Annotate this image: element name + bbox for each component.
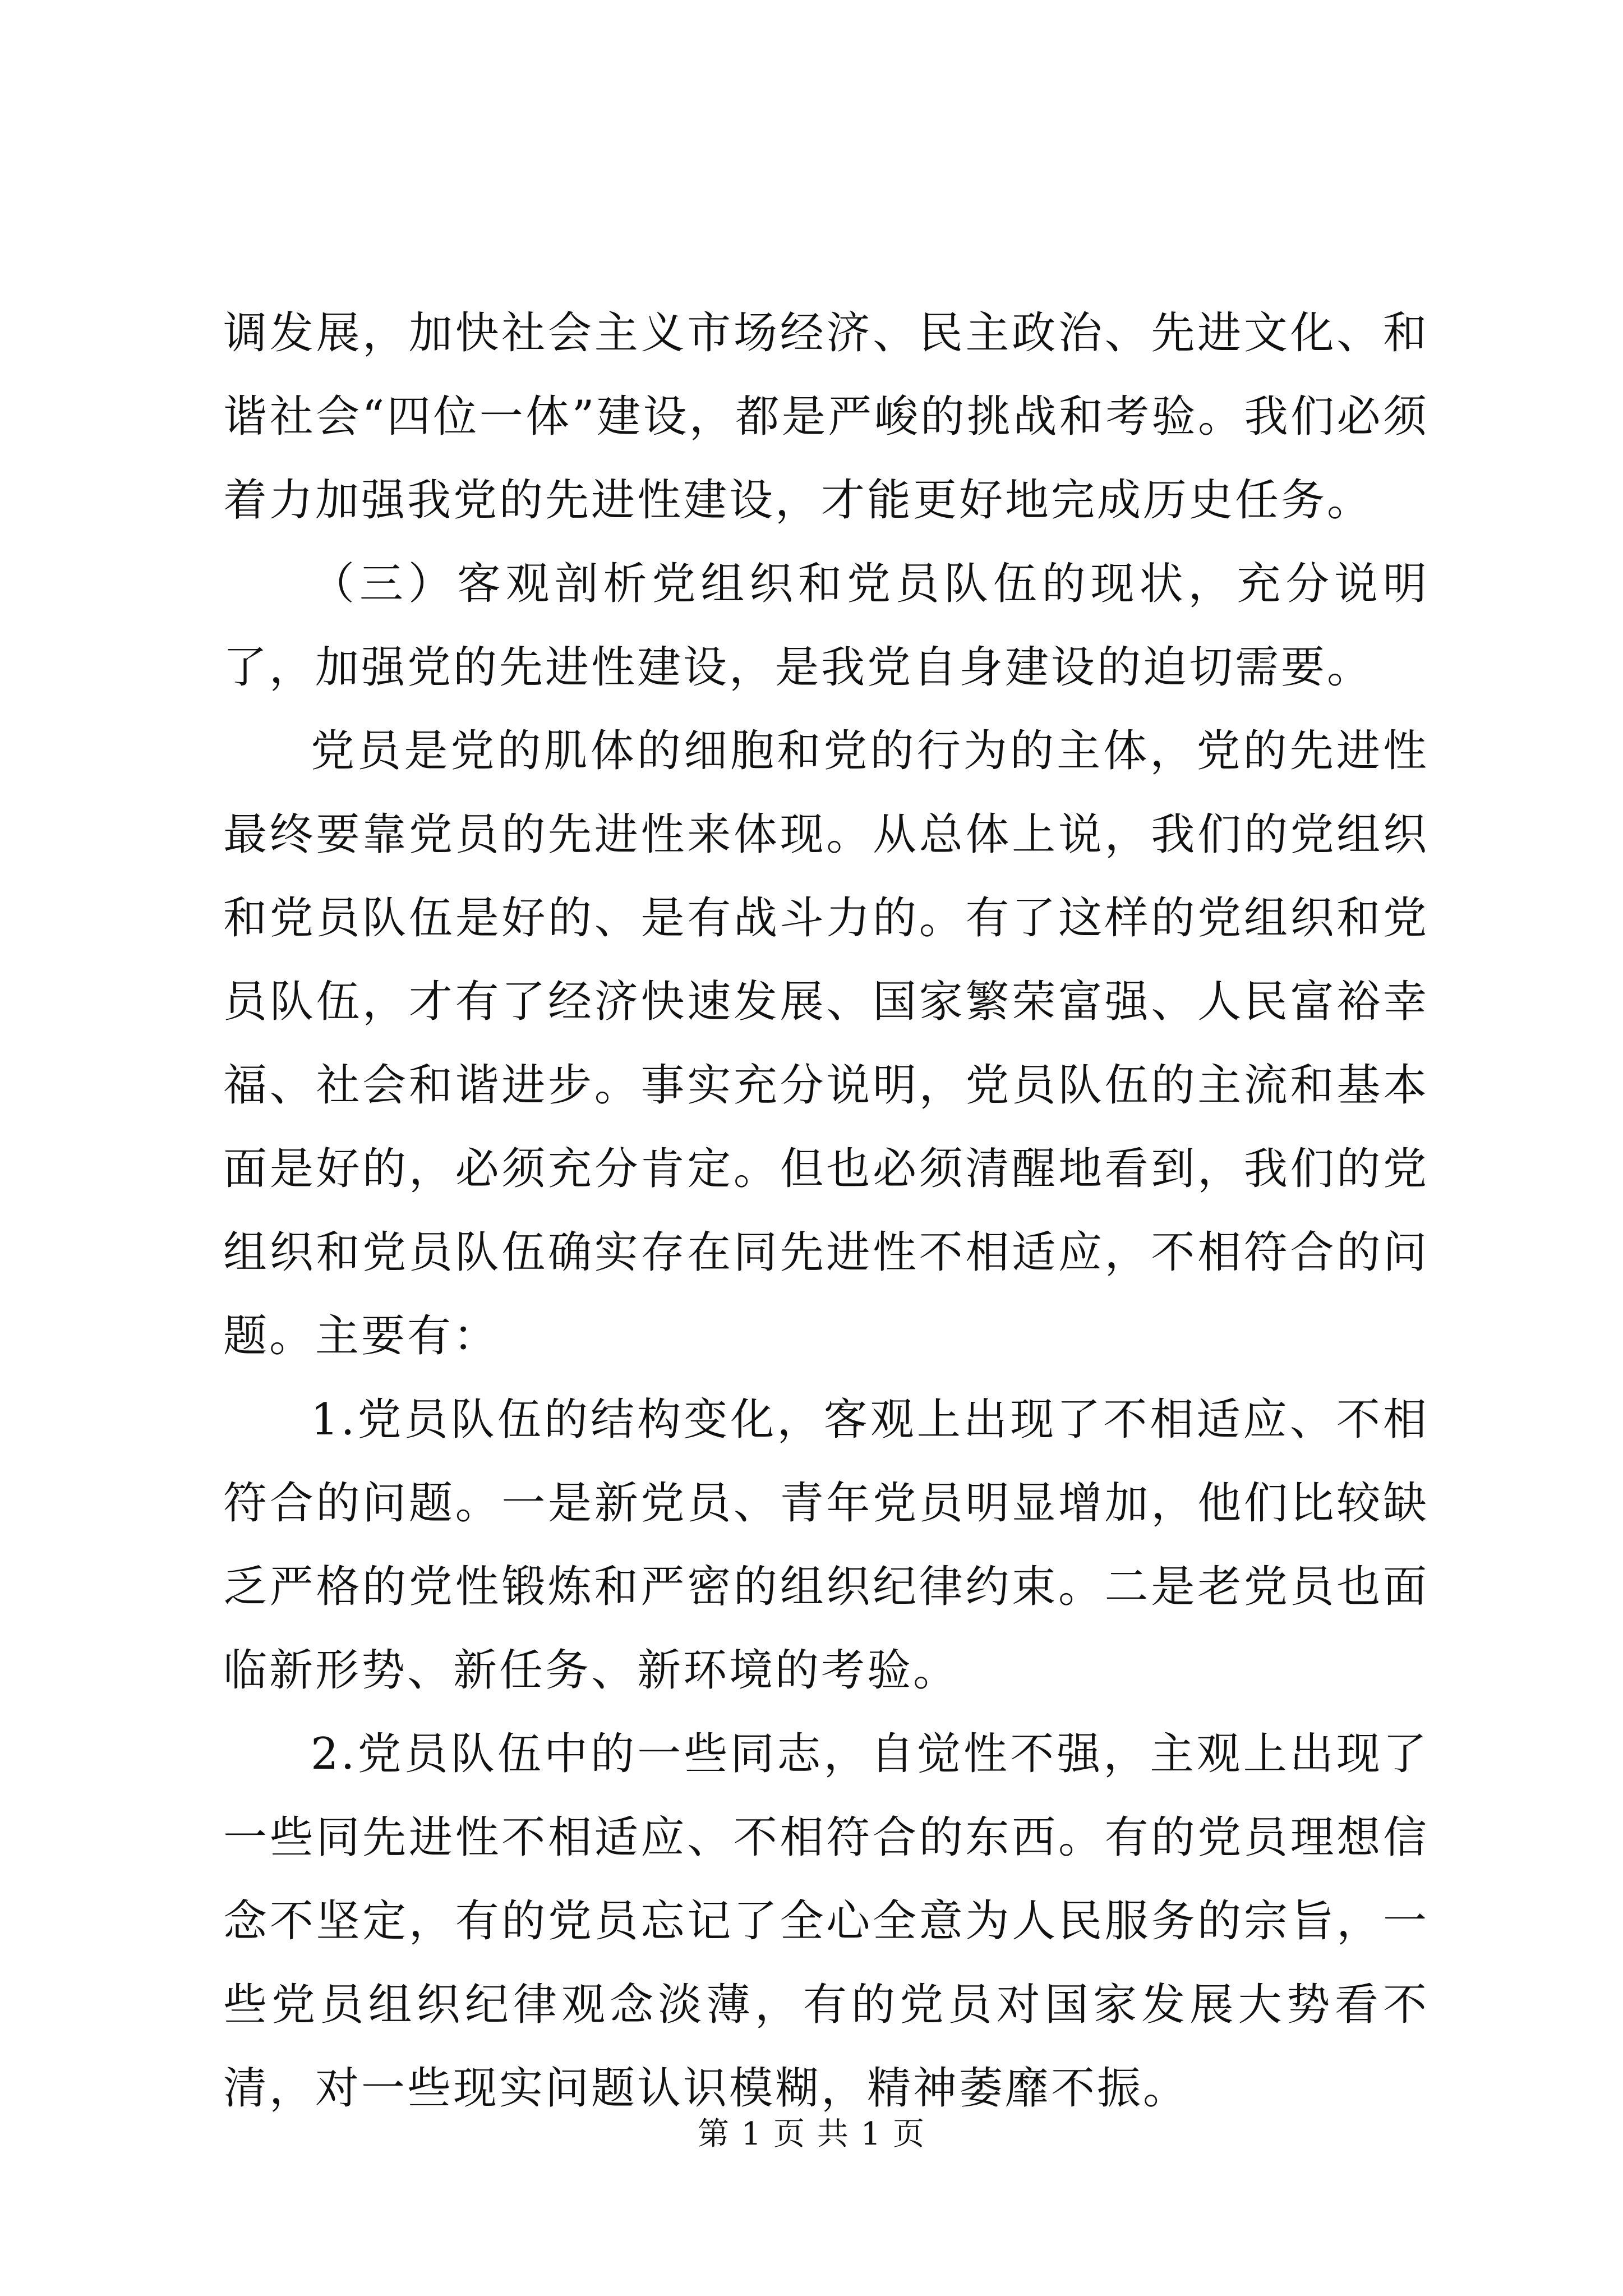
paragraph-4: 1.党员队伍的结构变化，客观上出现了不相适应、不相符合的问题。一是新党员、青年党员明显增加，他们比较缺乏严格的党性锻炼和严密的组织纪律约束。二是老党员也面临新形势、新任务、新环境的考验。 xyxy=(223,1395,1429,1696)
document-body xyxy=(223,292,1429,2131)
paragraph-5: 2.党员队伍中的一些同志，自觉性不强，主观上出现了一些同先进性不相适应、不相符合的东西。有的党员理想信念不坚定，有的党员忘记了全心全意为人民服务的宗旨，一些党员组织纪律观念淡薄，有的党员对国家发展大势看不清，对一些现实问题认识模糊，精神萎靡不振。 xyxy=(223,1729,1429,2114)
page-footer: 第 1 页 共 1 页 xyxy=(697,2116,926,2152)
paragraph-3: 党员是党的肌体的细胞和党的行为的主体，党的先进性最终要靠党员的先进性来体现。从总体上说，我们的党组织和党员队伍是好的、是有战斗力的。有了这样的党组织和党员队伍，才有了经济快速发展、国家繁荣富强、人民富裕幸福、社会和谐进步。事实充分说明，党员队伍的主流和基本面是好的，必须充分肯定。但也必须清醒地看到，我们的党组织和党员队伍确实存在同先进性不相适应，不相符合的问题。主要有： xyxy=(223,726,1429,1361)
paragraph-2: （三）客观剖析党组织和党员队伍的现状，充分说明了，加强党的先进性建设，是我党自身建设的迫切需要。 xyxy=(223,559,1429,693)
paragraph-1: 调发展，加快社会主义市场经济、民主政治、先进文化、和谐社会“四位一体”建设，都是严峻的挑战和考验。我们必须着力加强我党的先进性建设，才能更好地完成历史任务。 xyxy=(223,308,1429,526)
